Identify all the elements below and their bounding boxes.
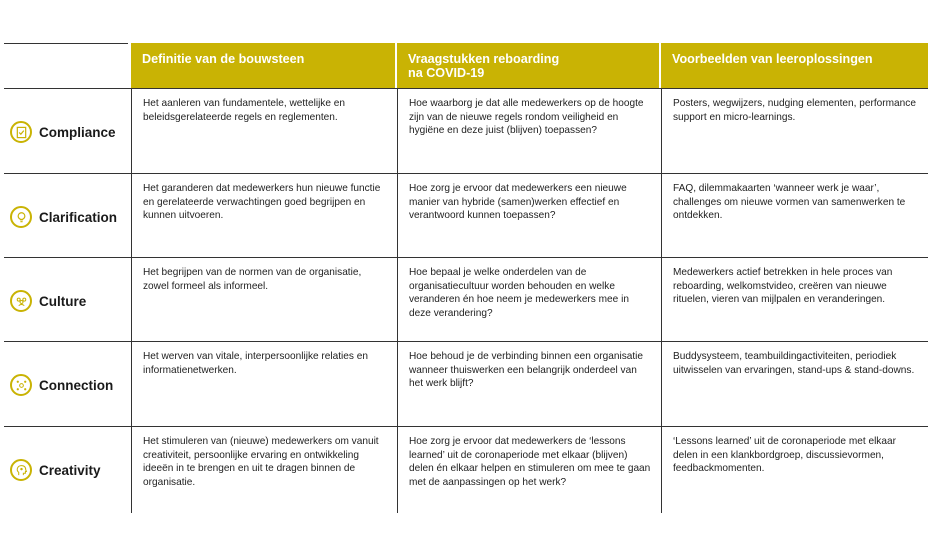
header-questions-line1: Vraagstukken reboarding — [408, 52, 560, 66]
table-row — [4, 88, 928, 173]
table-row — [4, 173, 928, 258]
question-cell: Hoe waarborg je dat alle medewerkers op de hoogte zijn van de nieuwe regels rondom veiligheid en hygiëne en deze juist (blijven) toepassen? — [397, 89, 661, 173]
examples-cell: Posters, wegwijzers, nudging elementen, performance support en micro-learnings. — [661, 89, 928, 173]
people-icon — [10, 290, 32, 312]
examples-cell: Buddysysteem, teambuildingactiviteiten, periodiek uitwisselen van ervaringen, stand-ups & stand-downs. — [661, 342, 928, 426]
header-examples: Voorbeelden van leeroplossingen — [661, 43, 928, 88]
header-questions-line2: na COVID-19 — [408, 66, 485, 80]
row-label — [10, 459, 101, 481]
definition-cell: Het aanleren van fundamentele, wettelijke en beleidsgerelateerde regels en reglementen. — [131, 89, 397, 173]
row-label — [10, 121, 116, 143]
examples-cell: FAQ, dilemmakaarten ‘wanneer werk je waar’, challenges om nieuwe vormen van samenwerken te ontdekken. — [661, 174, 928, 258]
question-cell: Hoe zorg je ervoor dat medewerkers een nieuwe manier van hybride (samen)werken effectief en verantwoord kunnen toepassen? — [397, 174, 661, 258]
header-definition: Definitie van de bouwsteen — [131, 43, 395, 88]
question-cell: Hoe behoud je de verbinding binnen een organisatie wanneer thuiswerken een belangrijk onderdeel van het werk blijft? — [397, 342, 661, 426]
header-questions — [397, 43, 659, 88]
row-label — [10, 290, 86, 312]
definition-cell: Het begrijpen van de normen van de organisatie, zowel formeel als informeel. — [131, 258, 397, 342]
row-label-text: Creativity — [39, 462, 101, 478]
definition-cell: Het werven van vitale, interpersoonlijke relaties en informatienetwerken. — [131, 342, 397, 426]
head-idea-icon — [10, 459, 32, 481]
header-divider — [4, 43, 128, 44]
definition-cell: Het garanderen dat medewerkers hun nieuwe functie en gerelateerde verwachtingen goed begrijpen en kunnen uitvoeren. — [131, 174, 397, 258]
row-label-text: Compliance — [39, 124, 116, 140]
network-icon — [10, 374, 32, 396]
examples-cell: Medewerkers actief betrekken in hele proces van reboarding, welkomstvideo, creëren van nieuwe rituelen, vieren van mijlpalen en veranderingen. — [661, 258, 928, 342]
row-label — [10, 374, 113, 396]
table-row — [4, 341, 928, 426]
examples-cell: ‘Lessons learned’ uit de coronaperiode met elkaar delen in een klankbordgroep, discussievormen, feedbackmomenten. — [661, 427, 928, 513]
definition-cell: Het stimuleren van (nieuwe) medewerkers om vanuit creativiteit, persoonlijke ervaring en ontwikkeling ideeën in te brengen en uit te dragen binnen de organisatie. — [131, 427, 397, 513]
table-row — [4, 426, 928, 513]
row-label-text: Culture — [39, 293, 87, 309]
row-label — [10, 206, 117, 228]
question-cell: Hoe zorg je ervoor dat medewerkers de ‘lessons learned’ uit de coronaperiode met elkaar (blijven) delen én elkaar helpen en stimuleren om mee te gaan met de aanpassingen op het werk? — [397, 427, 661, 513]
table-row — [4, 257, 928, 342]
question-cell: Hoe bepaal je welke onderdelen van de organisatiecultuur worden behouden en welke veranderen én hoe neem je medewerkers mee in deze verandering? — [397, 258, 661, 342]
lightbulb-icon — [10, 206, 32, 228]
row-label-text: Clarification — [39, 209, 118, 225]
row-label-text: Connection — [39, 377, 114, 393]
checklist-icon — [10, 121, 32, 143]
